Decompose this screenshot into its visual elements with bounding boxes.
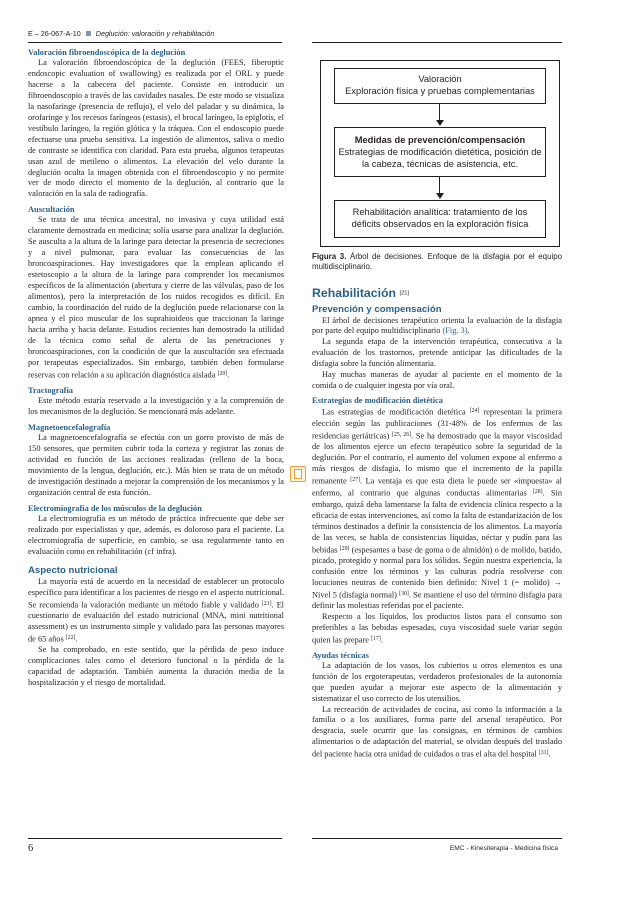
paragraph-text: La mayoría está de acuerdo en la necesidad de establecer un protocolo específico para identificar a los pacientes de riesgo en el aspecto nutricional. Se recomienda la valoración mediante un método fiable y validado — [28, 576, 284, 610]
section-heading: Tractografía — [28, 386, 73, 396]
citation-ref: [30] — [399, 590, 409, 597]
running-header — [28, 29, 568, 38]
caption-text: Árbol de decisiones. Enfoque de la disfagia por el equipo multidisciplinario. — [312, 252, 562, 272]
section-ref: [21] — [399, 290, 410, 297]
header-code: E – 26-067-A-10 — [28, 29, 81, 38]
section-heading: Aspecto nutricional — [28, 564, 118, 576]
paragraph-tail: . — [467, 326, 470, 336]
paragraph — [28, 433, 284, 499]
journal-source: EMC - Kinesiterapia - Medicina física — [449, 845, 558, 852]
caption-label: Figura 3. — [312, 252, 347, 261]
paragraph-text: Hay muchas maneras de ayudar al paciente en el momento de la comida o de cualquier ingesta por vía oral. — [312, 370, 562, 391]
paragraph — [312, 370, 562, 392]
figure-caption — [312, 252, 562, 272]
paragraph-text: Las estrategias de modificación dietética — [322, 407, 466, 417]
box-rehabilitation-text: Rehabilitación analítica: tratamiento de los déficits observados en la exploración física — [351, 207, 529, 229]
footer-rule-left — [28, 838, 282, 839]
section-title-text: Rehabilitación — [312, 286, 397, 300]
section-heading: Ayudas técnicas — [312, 650, 369, 660]
section-heading: Auscultación — [28, 205, 75, 215]
section-heading: Estrategias de modificación dietética — [312, 396, 443, 406]
box-evaluation-subtitle: Exploración física y pruebas complementarias — [345, 86, 535, 96]
paragraph-tail: . Se ha demostrado que la mayor viscosidad de los alimentos ejerce un efecto terapéutico sobre la seguridad de la deglución. Por el contrario, el aumento del volumen expone al enfermo a más riesgos de disfagia, lo mismo que el incremento de la papilla remanente — [312, 431, 562, 486]
header-square-icon — [86, 31, 91, 36]
paragraph — [28, 645, 284, 689]
paragraph-text: La magnetoencefalografía se efectúa con un gorro provisto de más de 150 sensores, que permiten cubrir toda la corteza y registrar las zonas de actividad en función de las acciones realizadas (relleno de la boca, movimiento de la lengua, deglución, etc.). Más bien se trata de un método de investigación destinado a mejorar la comprensión de los mecanismos y la organización central de esta función. — [28, 433, 284, 497]
arrow-2-head — [436, 193, 444, 199]
citation-ref: [29] — [339, 545, 350, 552]
citation-ref: [25, 26] — [392, 431, 412, 438]
paragraph-tail: . La ventaja es que esta dieta le puede ser «impuesta» al enfermo, al contrario que algunas conductas alimentarias — [312, 476, 562, 498]
citation-ref: [24] — [469, 408, 480, 415]
paragraph — [28, 58, 284, 200]
right-blocks — [312, 304, 562, 761]
arrow-1-head — [436, 120, 444, 126]
citation-ref: [28] — [532, 489, 543, 496]
citation-ref: [27] — [350, 476, 360, 483]
paragraph — [28, 514, 284, 558]
left-column — [28, 47, 284, 689]
paragraph-text: La valoración fibroendoscópica de la deglución (FEES, fiberoptic endoscopic evaluation of swallowing) es realizada por el ORL y puede hacerse a la cabecera del paciente. Consiste en introducir un fibroendoscopio a través de las cavidades nasales. De este modo se visualiza la nasofaringe (presencia de reflujo), el velo del paladar y su dinámica, la orofaringe y los recesos faríngeos (estasis), el brocal laríngeo, la epiglotis, el vestíbulo laríngeo, la región glótica y la tráquea. Con el endoscopio puede efectuarse una prueba sensitiva. La ingestión de alimentos, saliva o medio de contraste se identifica con claridad. Para esta prueba, algunos terapeutas usan azul de metileno o alimentos. La elevación del velo durante la deglución oculta la imagen obtenida con el fibroendoscopio y no permite ver de modo directo el momento de la deglución, al contrario que la valoración en la sala de radiografía. — [28, 58, 284, 199]
paragraph — [312, 705, 562, 761]
paragraph-tail: . — [75, 634, 78, 644]
citation-ref: [20] — [217, 370, 228, 377]
box-evaluation-title: Valoración — [418, 74, 462, 84]
section-heading: Electromiografía de los músculos de la deglución — [28, 503, 202, 513]
paragraph-text: La electromiografía es un método de práctica infrecuente que debe ser realizado por especialistas y que, además, es doloroso para el paciente. La electromiografía de superficie, en cambio, se usa regularmente tanto en evaluación como en rehabilitación (cf infra). — [28, 513, 284, 556]
paragraph — [312, 406, 562, 612]
paragraph-text: La recreación de actividades de cocina, así como la información a la familia o a los auxiliares, forma parte del arsenal terapéutico. Por desgracia, suele ocurrir que las consignas, en términos de cambios alimentarios o de adaptación del material, se olvidan después del traslado del paciente hacia otra unidad de cuidados o tras el alta del hospital — [312, 704, 562, 759]
paragraph — [28, 215, 284, 381]
section-heading: Valoración fibroendoscópica de la deglución — [28, 48, 186, 57]
diagram-box-evaluation — [334, 68, 546, 104]
paragraph — [312, 337, 562, 370]
paragraph — [28, 396, 284, 418]
paragraph-tail: . Se mantiene el uso del término disfagia para definir las molestias referidas por el paciente. — [312, 590, 563, 611]
paragraph-text: Se ha comprobado, en este sentido, que la pérdida de peso induce complicaciones tales como el deterioro funcional o la pérdida de la capacidad de adaptación. También aumenta la duración media de la hospitalización y el riesgo de mortalidad. — [28, 645, 284, 688]
paragraph-tail: representan la primera elección según las publicaciones (31-48% de los enfermos de las residencias geriátricas) — [312, 407, 562, 441]
paragraph-tail: . Sin embargo, quizá deba lamentarse la falta de evidencia clínica respecto a la eficacia de estas intervenciones, así como la falta de estandarización de los términos destinados a definir la consistencia de los alimentos. La mayoría de las veces, se habla de consistencias líquidas, néctar y pudín para las bebidas — [312, 488, 562, 555]
paragraph — [28, 577, 284, 646]
diagram-box-prevention — [334, 127, 546, 177]
paragraph-tail: (espesantes a base de goma o de almidón) o de molido, batido, picado, protegido y normal para los sólidos. Según nuestra experiencia, la confusión entre los términos y las culturas podría resolverse con locuciones neutras de contenido bien definido: Nivel 1 (= molido) → Nivel 5 (disfagia normal) — [312, 545, 562, 600]
header-rule-right — [312, 42, 562, 43]
section-heading: Magnetoencefalografía — [28, 423, 111, 433]
paragraph-text: Se trata de una técnica ancestral, no invasiva y cuya utilidad está claramente demostrada en medicina; solía usarse para analizar la deglución. Se ausculta a la altura de la laringe para detectar la presencia de secreciones y a nivel pulmonar, para evaluar las consecuencias de las broncoaspiraciones. Hay investigadores que la emplean aplicando el estetoscopio a la altura de la laringe para comprender los mecanismos específicos de la alimentación (abertura y cierre de las válvulas, paso de los alimentos), pero la interpretación de los ruidos recogidos es difícil. En cambio, la coordinación del ruido de la deglución puede relacionarse con la apnea y el pico muscular de los suprahioideos que traccionan la laringe hacia arriba y hacia delante. Estudios recientes han demostrado la utilidad de la técnica como señal de alerta de las penetraciones y broncoaspiraciones, con la condición de que la auscultación sea efectuada por terapeutas especializados. Sin embargo, también deben formularse reservas con relación a su aplicación diagnóstica aislada — [28, 215, 284, 380]
citation-ref: [21] — [261, 600, 272, 607]
page-number: 6 — [28, 843, 34, 854]
paragraph-text: La adaptación de los vasos, los cubiertos u otros elementos es una función de los ergoterapeutas, verdaderos profesionales de la autonomía que pueden ayudar a mejorar este aspecto de la alimentación y sistematizar el uso correcto de los utensilios. — [312, 660, 562, 703]
section-title — [312, 286, 562, 301]
paragraph-text: Respecto a los líquidos, los productos listos para el consumo son preferibles a las bebidas espesadas, cuya viscosidad suele variar según quien las prepare — [312, 612, 562, 645]
paragraph — [312, 661, 562, 705]
header-category: Deglución: valoración y rehabilitación — [95, 29, 215, 38]
box-prevention-title: Medidas de prevención/compensación — [354, 135, 526, 145]
paragraph — [312, 612, 562, 646]
citation-ref: [22] — [65, 634, 76, 641]
figure-link[interactable]: (Fig. 3) — [440, 326, 468, 336]
paragraph-tail: . — [380, 635, 383, 645]
paragraph-text: El árbol de decisiones terapéutico orienta la evaluación de la disfagia por parte del equipo multidisciplinario — [312, 315, 562, 336]
header-rule-left — [28, 42, 282, 43]
paragraph-text: Este método estaría reservado a la investigación y a la comprensión de los mecanismos de la deglución. Se mencionará más adelante. — [28, 396, 284, 417]
paragraph-tail: . — [227, 370, 230, 380]
diagram-box-rehabilitation — [334, 200, 546, 238]
box-prevention-body: Estrategias de modificación dietética, posición de la cabeza, técnicas de asistencia, etc. — [338, 147, 542, 169]
citation-ref: [17] — [371, 636, 381, 643]
paragraph-text: La segunda etapa de la intervención terapéutica, consecutiva a la evaluación de los trastornos, pretende anticipar las dificultades de la disfagia sobre la función alimentaria. — [312, 337, 562, 369]
document-note-icon[interactable] — [290, 466, 306, 482]
right-column — [312, 286, 562, 761]
paragraph — [312, 316, 562, 338]
paragraph-tail: . — [548, 749, 551, 759]
footer-rule-right — [312, 838, 562, 839]
paragraph-tail: . El cuestionario de evaluación del estado nutricional (MNA, mini nutritional assessment) es un instrumento simple y validado para las personas mayores de 65 años — [28, 600, 284, 644]
citation-ref: [31] — [538, 750, 549, 757]
decision-tree-figure — [320, 60, 560, 247]
section-heading: Prevención y compensación — [312, 303, 442, 315]
